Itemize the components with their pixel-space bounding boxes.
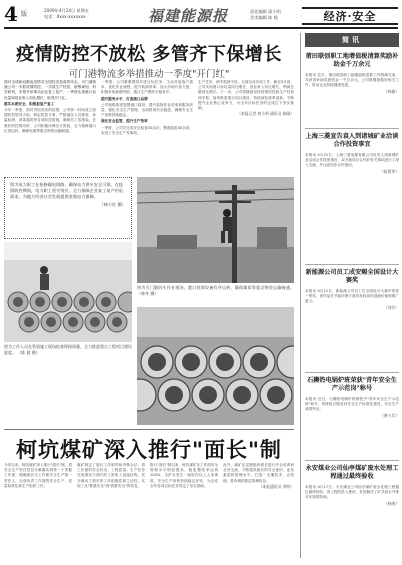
newspaper-title: 福建能源报 [148,7,229,25]
brief-credit: （林雄） [383,88,399,94]
photo-pipe-inspection [4,242,132,342]
bottom-story-paragraph: 煤矿制定了面长工作职责和考核办法，将工作面的安全状况、工程质量、生产任务完成情况与面长的工资收入直接挂钩，充分调动了面长的工作积极性和主动性，实现了从"要我安全"到"我要安全"的转变。 [77,463,145,488]
page-label: 版 [21,11,28,18]
brief-credit: （黄小兵） [380,412,399,418]
brief-divider [305,264,399,265]
brief-body: 本报讯 4月21日，上海三菱电梯有限公司负责人到诸城矿业洽谈合作投资事宜，双方就项目合作的有关事项进行了深入交流，并达成初步合作意向。 [305,153,399,168]
main-story-paragraph: 一季度，公司共完成安全检查20余次，整改隐患30余项，实现了安全生产零事故。 [101,125,193,135]
masthead [4,3,398,29]
page-number: 4 [4,2,18,26]
main-subhead: 可门港物流多举措推动一季度"开门红" [68,69,230,80]
brief-credit: （杨康） [383,500,399,506]
briefs-header [305,33,399,47]
brief-body: 本报讯 近日，石狮热电锅炉班被授予"青年安全生产示范岗"称号，该班组长期坚持安全生产标准化建设，安全生产成绩突出。 [305,397,399,412]
main-story-paragraph: 公司积极推进智慧港口建设，提升装卸作业效率和服务质量，强化安全生产管理，全面排查安全隐患，确保安全生产形势持续稳定。 [101,102,193,118]
power-pole-illustration [137,177,294,283]
briefs-sidebar [300,33,398,558]
main-story-column-2 [101,80,193,174]
main-story-subheading: 落实本质安全，积极抓复产复工 [4,101,55,106]
bottom-story-column-4 [223,463,294,561]
caption-credit: （陈 晨 摄） [17,350,40,355]
editor-line: 责任编辑 廖小明 [250,9,281,14]
brief-body: 本报讯 近日，莆田联创职工地增值税清算工作圆满完成，共获得补助奖励资金一千万余元。公司将继续做好相关工作，推动企业持续健康发展。 [305,73,399,88]
date-line: 2009年4月24日 星期五 [44,8,90,13]
designer-line: 美术编辑 陈 媛 [250,15,278,20]
bottom-story-paragraph: 推行"面长"制以来，柯坑煤矿各工作面安全管理水平明显提高，隐患整改率达到100%，全矿未发生一起轻伤以上人身事故，安全生产形势持续稳定好转，为完成全年各项目标任务奠定了坚实基础。 [150,463,218,488]
brief-credit: （刘芳） [383,304,399,310]
bottom-story-paragraph: 今年以来，柯坑煤矿深入推行"面长"制，将安全生产责任层层分解落实到每一个采掘工作面，明确面长为工作面安全生产第一责任人，全面负责工作面的安全生产、质量标准化和生产组织工作。 [4,463,72,488]
photo-caption-box [4,177,132,239]
brief-title: 莆田联创职工地增值税清算奖励补助金千万余元 [305,53,399,68]
section-title: 经济·安全 [323,10,377,23]
editor-block [250,9,281,21]
brief-title: 上海三菱宣告袁人到诸城矿业洽谈合作投资事宜 [305,133,399,148]
photo2-caption [4,344,132,372]
bottom-story-paragraph: 此外，煤矿还定期组织面长进行安全培训和业务交流，不断提高面长的安全意识、业务素质和管理水平，打造一支懂技术、会管理、善协调的基层管理队伍。 [223,463,294,483]
bottom-story-column-3 [150,463,218,561]
brief-text [305,289,399,369]
brief-text [305,397,399,457]
bottom-story-column-1 [4,463,72,561]
main-story-subheading: 强化安全监管，提升生产效率 [101,119,148,124]
section-title-bar [302,7,398,25]
main-story-paragraph: 生产任务，两手抓两不误，全面完成各项工作。截至3月底，公司实现港口吞吐量同比增长，营业收入同比增长，利润总额同比增长。下一步，公司将继续坚持疫情防控和生产经营两手抓，加快推进重点项目建设，持续深化改革创新，不断提升企业核心竞争力，为全年目标任务的完成打下坚实基础。 [198,80,294,111]
brief-text [305,153,399,261]
bottom-story-column-2 [77,463,145,561]
phone-line: 电话：0xxx-xxxxxxx [44,14,86,19]
photo-power-line-worker [137,177,294,283]
caption-credit: （林小红 摄） [99,201,126,207]
brief-divider [305,372,399,373]
brief-title: 新能源公司员工成安赐全国设计大赛奖 [305,269,399,284]
caption-text: 图为可门港码头作业现场，港口装卸设备有序运转，确保煤炭等重点物资运输畅通。 [137,285,294,290]
main-headline: 疫情防控不放松 多管齐下保增长 [16,44,282,65]
main-story-column-3 [198,80,294,174]
brief-title: 永安煤业公司仙亭煤矿废水处理工程通过最终验收 [305,465,399,480]
caption-text: 图为电力职工在检修输电线路，确保电力供应安全可靠。在疫情防控期间，电力职工坚守岗位，全力保障企业复工复产用电需求，为地方经济社会发展提供坚强电力保障。 [10,182,124,200]
main-story-credit: （本报记者 林小明 通讯员 陈刚） [237,111,294,117]
pipes-illustration [4,242,132,342]
main-story-column-1 [4,80,96,174]
pipe-stack-illustration [137,307,294,425]
brief-text [305,485,399,555]
story-divider [4,429,294,430]
brief-divider [305,128,399,129]
brief-body: 本报讯 4月17日，永安煤业公司仙亭煤矿废水处理工程通过最终验收，该工程的投入使用，有效解决了矿井废水外排对环境的影响。 [305,485,399,500]
caption-text: 图为工作人员在管道施工现场检查焊接质量，全力推进重点工程项目建设进度。 [4,344,132,355]
photo-pipe-stack [137,307,294,425]
brief-title: 石狮热电锅炉班荣获"青年安全生产示范岗"称号 [307,377,397,392]
main-story-subheading: 提升服务水平，打造港口品牌 [101,96,148,101]
photo1-caption [137,285,294,305]
main-story-paragraph: 今年一季度，面对突如其来的疫情，公司第一时间成立疫情防控领导小组，制定防控方案，严格落实人员排查、体温检测、消毒通风等各项防控措施，确保员工零感染。在做好防控的同时，公司积极协调各方资源，全力保障港口正常运转，确保电煤等重点物资运输畅通。 [4,108,96,133]
bottom-headline: 柯坑煤矿深入推行"面长"制 [16,438,282,462]
briefs-header-label: 简讯 [342,36,362,44]
brief-text [305,73,399,125]
brief-credit: （陈建华） [380,168,399,174]
brief-body: 本报讯 4月21日，新能源公司员工在全国设计大赛中荣获一等奖，该作品在节能环保方面具有较高的创新价值和推广意义。 [305,289,399,304]
main-story-lead: 面对全球新冠肺炎疫情对全国经济造成的冲击，可门港物流公司一手抓疫情防控、一手抓生产经营，统筹谋划、科学研判，多措并举推动企业复工复产，一季度实现港口吞吐量和营业收入同比增长，取得开门红。 [4,80,96,100]
main-story-paragraph: 一季度，公司紧紧围绕年度目标任务，主动对接客户需求，优化作业流程，提升装卸效率，加大市场开拓力度，积极争取新增货源，港口生产保持平稳有序。 [101,80,193,95]
brief-divider [305,460,399,461]
caption-credit: （林冬 摄） [137,291,159,296]
bottom-story-credit: （本报通讯员 李明） [258,483,294,489]
date-block [44,8,89,20]
